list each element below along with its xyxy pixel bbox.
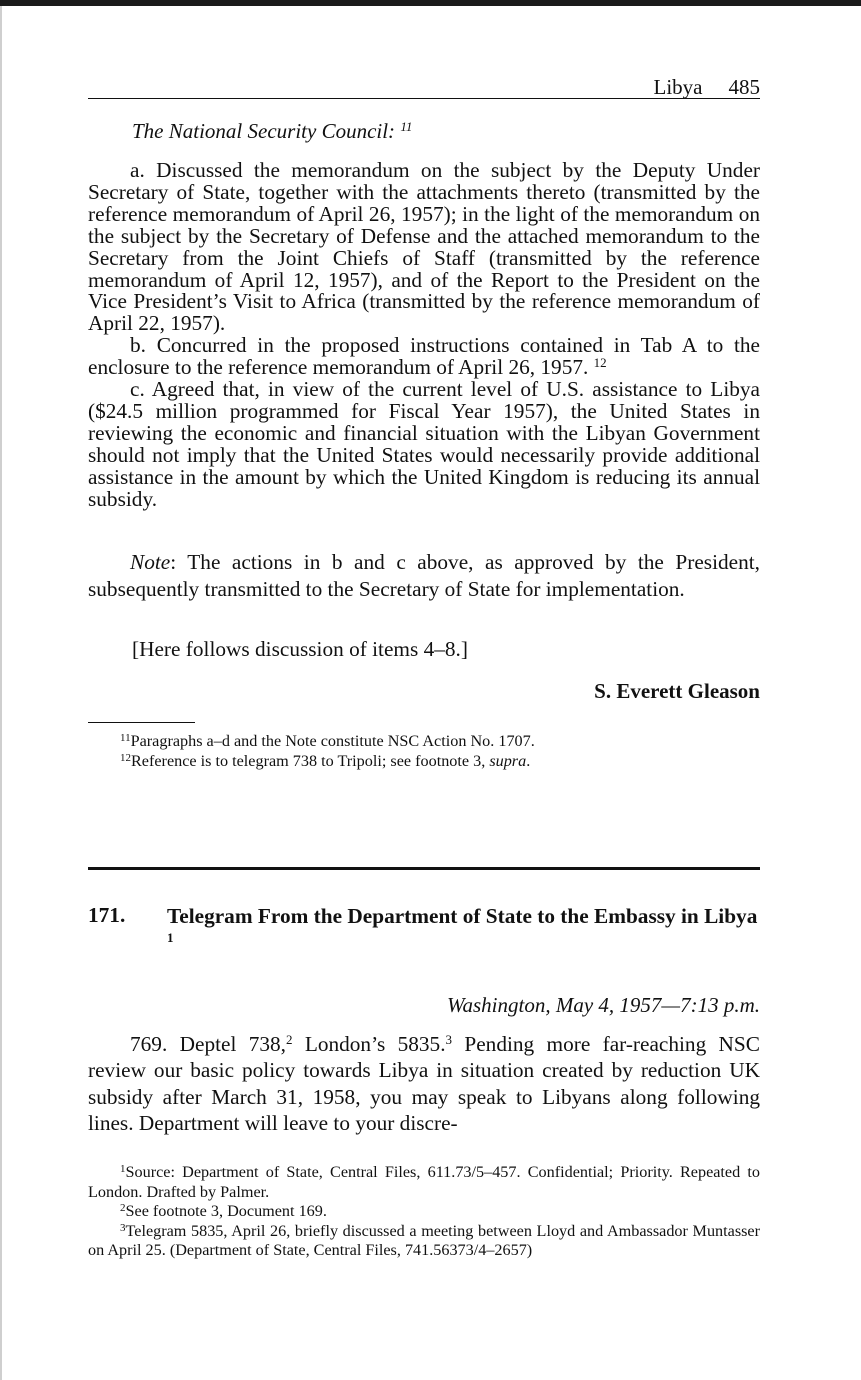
paragraph-b <box>88 335 760 379</box>
lead-in-text: The National Security Council: <box>132 119 396 143</box>
document-number: 171. <box>88 903 126 927</box>
footnote-3: $^3$Telegram 5835, April 26, briefly discussed a meeting between Lloyd and Ambassador Muntasser on April 25. (Department of State, Central Files, 741.56373/4–2657) <box>88 1221 760 1259</box>
footnote-ref-11: 11 <box>400 119 413 134</box>
action-paragraphs <box>88 160 760 511</box>
footnote-ref-2: 2 <box>285 1032 293 1047</box>
running-header <box>88 76 760 99</box>
paragraph-c: c. Agreed that, in view of the current level of U.S. assistance to Libya ($24.5 million programmed for Fiscal Year 1957), the United States in reviewing the economic and financial situation with the Libyan Government should not imply that the United States would necessarily provide additional assistance in the amount by which the United Kingdom is reducing its annual subsidy. <box>88 377 760 511</box>
telegram-body: 769. Deptel 738,$^2$ London’s 5835.$^3$ Pending more far-reaching NSC review our basic policy towards Libya in situation created by reduction UK subsidy after March 31, 1958, you may speak to Libyans along following lines. Department will leave to your discre- <box>88 1032 760 1136</box>
dateline: Washington, May 4, 1957—7:13 p.m. <box>446 993 760 1017</box>
footnote-1: $^1$Source: Department of State, Central Files, 611.73/5–457. Confidential; Priority. Repeated to London. Drafted by Palmer. <box>88 1163 760 1201</box>
editorial-note: [Here follows discussion of items 4–8.] <box>132 637 468 661</box>
header-section: Libya <box>653 75 703 99</box>
footnote-ref-12: 12 <box>593 355 607 371</box>
section-divider <box>88 867 760 870</box>
note-text: : The actions in b and c above, as approved by the President, subsequently transmitted to the Secretary of State for implementation. <box>88 550 760 601</box>
page-top-border <box>0 0 861 6</box>
lead-in <box>132 119 412 143</box>
document-title <box>167 903 760 955</box>
footnote-divider <box>88 722 195 723</box>
footnotes-top <box>88 732 760 771</box>
paragraph-a: a. Discussed the memorandum on the subject by the Deputy Under Secretary of State, together with the attachments thereto (transmitted by the reference memorandum of April 26, 1957); in the light of the memorandum on the subject by the Secretary of Defense and the attached memorandum to the Secretary from the Joint Chiefs of Staff (transmitted by the reference memorandum of April 12, 1957), and of the Report to the President on the Vice President’s Visit to Africa (transmitted by the reference memorandum of April 22, 1957). <box>88 158 760 336</box>
paragraph-b-text: b. Concurred in the proposed instructions contained in Tab A to the enclosure to the reference memorandum of April 26, 1957. <box>88 333 760 380</box>
page-number: 485 <box>728 75 760 99</box>
note-paragraph <box>88 549 760 602</box>
footnote-2: $^2$See footnote 3, Document 169. <box>120 1202 327 1220</box>
signature: S. Everett Gleason <box>594 679 760 703</box>
footnote-ref-1: 1 <box>167 930 174 945</box>
footnotes-bottom <box>88 1163 760 1261</box>
footnote-12: $^{12}$Reference is to telegram 738 to Tripoli; see footnote 3, supra. <box>120 751 531 770</box>
note-label: Note <box>130 550 171 574</box>
footnote-11: $^{11}$Paragraphs a–d and the Note constitute NSC Action No. 1707. <box>120 732 535 750</box>
document-title-text: Telegram From the Department of State to the Embassy in Libya <box>167 904 758 928</box>
page-left-edge <box>0 6 2 1380</box>
footnote-ref-3: 3 <box>445 1032 453 1047</box>
